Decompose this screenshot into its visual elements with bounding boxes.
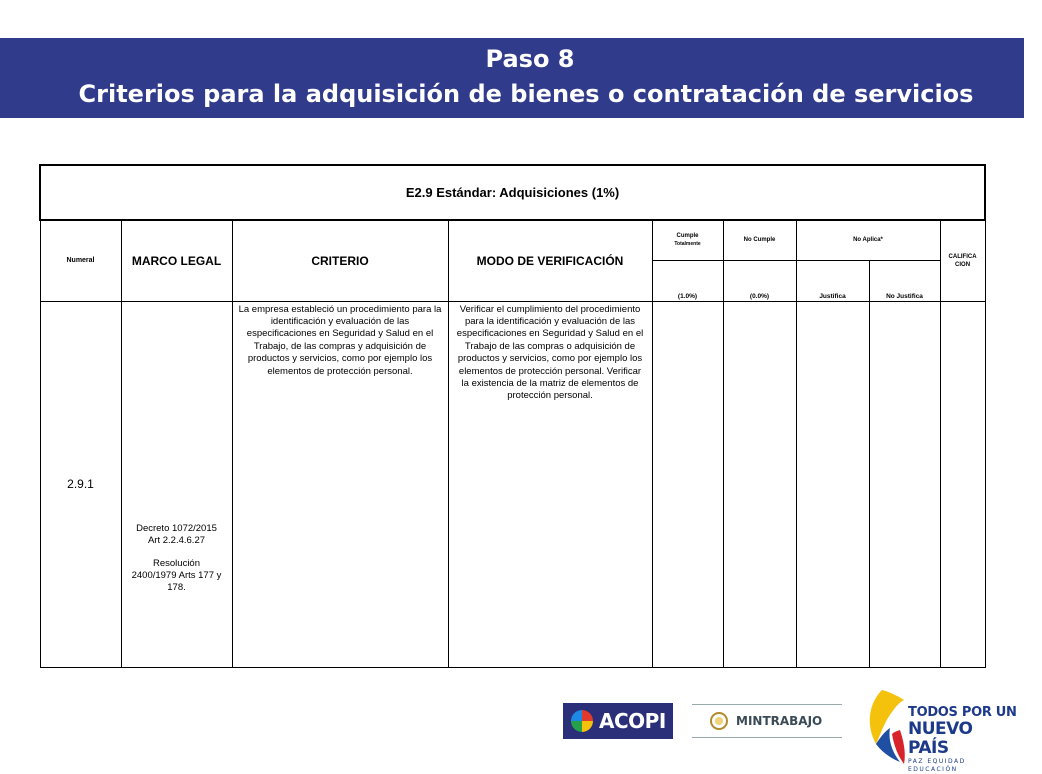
cell-no-cumple: [723, 301, 796, 667]
mintrabajo-logo: [692, 704, 842, 738]
mintrabajo-label: MINTRABAJO: [736, 714, 823, 728]
acopi-logo: [563, 703, 673, 739]
cell-cumple: [652, 301, 723, 667]
subheader-cumple-value: (1.0%): [652, 260, 723, 301]
cell-calificacion: [940, 301, 985, 667]
header-calificacion-line1: CALIFICA: [948, 253, 977, 260]
table-title: E2.9 Estándar: Adquisiciones (1%): [40, 165, 985, 220]
marco-legal-line3: Resolución: [153, 557, 200, 569]
row-criterio: La empresa estableció un procedimiento para la identificación y evaluación de las especificaciones en Seguridad y Salud en el Trabajo, de las compras y adquisición de productos y servicios, como por ejemplo los elementos de protección personal.: [232, 301, 448, 667]
header-no-cumple: No Cumple: [723, 220, 796, 260]
marco-legal-line4: 2400/1979 Arts 177 y: [131, 569, 222, 581]
header-criterio: CRITERIO: [232, 220, 448, 301]
header-no-aplica: No Aplica*: [796, 220, 940, 260]
gov-slogan-logo: [908, 705, 1018, 774]
header-marco-legal: MARCO LEGAL: [121, 220, 232, 301]
subheader-justifica: Justifica: [796, 260, 869, 301]
header-cumple-line1: Cumple: [676, 233, 699, 240]
header-calificacion: [940, 220, 985, 301]
header-calificacion-line2: CION: [955, 261, 971, 268]
page-title: Criterios para la adquisición de bienes o contratación de servicios: [78, 80, 974, 108]
marco-legal-line2: Art 2.2.4.6.27: [147, 534, 206, 546]
marco-legal-line5: 178.: [167, 581, 186, 593]
cell-no-justifica: [869, 301, 940, 667]
header-modo-verificacion: MODO DE VERIFICACIÓN: [448, 220, 652, 301]
row-modo-verificacion: Verificar el cumplimiento del procedimiento para la identificación y evaluación de las especificaciones en Seguridad y Salud en el Trabajo de las compras o adquisición de productos y servicios, como por ejemplo los elementos de protección personal. Verificar la existencia de la matriz de elementos de protección personal.: [448, 301, 652, 667]
row-numeral: 2.9.1: [40, 301, 121, 667]
row-marco-legal: [121, 301, 232, 667]
marco-legal-line1: Decreto 1072/2015: [136, 522, 217, 534]
header-numeral: Numeral: [40, 220, 121, 301]
acopi-label: ACOPI: [599, 709, 666, 733]
header-cumple-line2: Totalmente: [674, 241, 701, 248]
subheader-no-cumple-value: (0.0%): [723, 260, 796, 301]
header-cumple: [652, 220, 723, 260]
title-banner: [0, 38, 1024, 118]
gov-slogan-line3: PAZ EQUIDAD EDUCACIÓN: [908, 758, 966, 773]
standard-table: [39, 164, 986, 668]
footer-logos: [0, 680, 1024, 773]
subheader-no-justifica: No Justifica: [869, 260, 940, 301]
gov-slogan-line2: NUEVO PAÍS: [908, 719, 973, 758]
gov-slogan-line1: TODOS POR UN: [908, 705, 1017, 720]
cell-justifica: [796, 301, 869, 667]
colombia-flag-icon: [862, 686, 906, 766]
colombia-seal-icon: [710, 712, 728, 730]
acopi-mark-icon: [571, 710, 593, 732]
step-title: Paso 8: [485, 45, 575, 73]
